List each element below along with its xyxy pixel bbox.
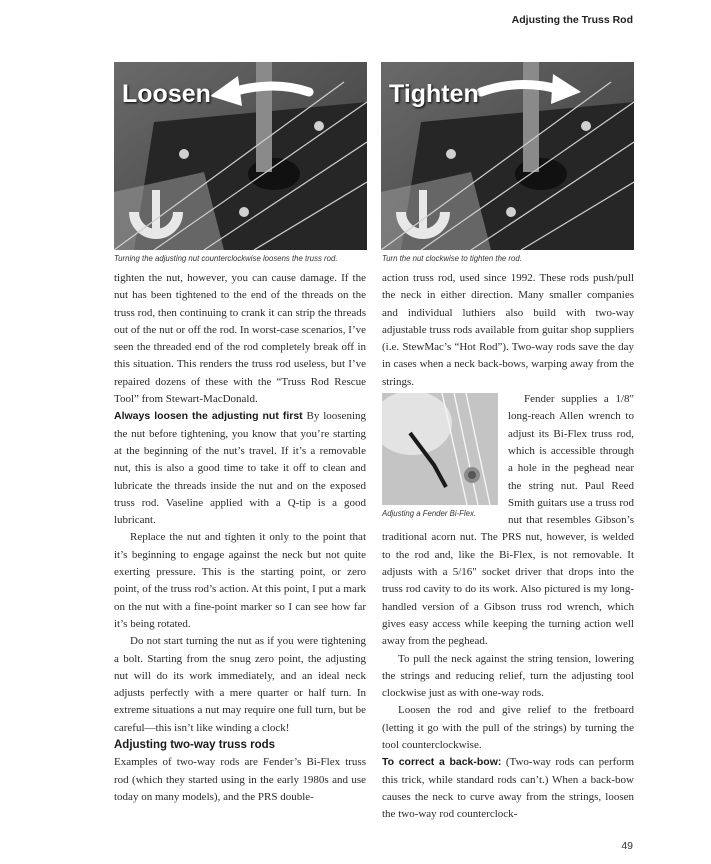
paragraph: tighten the nut, however, you can cause damage. If the nut has been tightened to the end of the threads on the truss rod, then continuing to crank it can strip the threads out of the nut or off the rod. In worst-case scenarios, I’ve seen the threaded end of the rod completely break off in this situation. This renders the truss rod useless, but I’ve repaired dozens of these with the “Truss Rod Rescue Tool” from Stewart-MacDonald. <box>114 272 366 406</box>
paragraph: Fender supplies a 1/8" long-reach Allen wrench to adjust its Bi-Flex truss rod, which is accessible through a hole in the peghead near the string nut. Paul Reed Smith guitars use a truss rod nut that resembles Gibson’s traditional acorn nut. The PRS nut, however, is welded to the rod and, like the Bi-Flex, is not removable. It adjusts with a 5/16" socket driver that drops into the truss rod cavity to do its work. Also pictured is my long-handled version of a Gibson truss rod wrench, which gives easy access while keeping the turning action well away from the peghead. <box>382 393 634 648</box>
paragraph <box>382 754 634 823</box>
loosen-label: Loosen <box>122 80 211 108</box>
paragraph: To pull the neck against the string tension, lowering the strings and reducing relief, turn the adjusting tool clockwise just as with one-way rods. <box>382 652 634 700</box>
paragraph-lead: Always loosen the adjusting nut first <box>114 410 303 423</box>
inset-caption: Adjusting a Fender Bi-Flex. <box>382 509 477 519</box>
right-column <box>382 270 634 824</box>
paragraph: Do not start turning the nut as if you were tightening a bolt. Starting from the snug zero point, the adjusting nut will do its work immediately, and an ideal neck adjusts perfectly with a mere quarter or half turn. In extreme situations a nut may require one full turn, but be careful—this isn’t like winding a clock! <box>114 635 366 734</box>
paragraph: Loosen the rod and give relief to the fretboard (letting it go with the pull of the strings) by turning the tool counterclockwise. <box>382 704 634 752</box>
tighten-label: Tighten <box>389 80 479 108</box>
tighten-photo <box>381 62 634 250</box>
paragraph-body: By loosening the nut before tightening, you know that you’re starting at the beginning of the nut’s travel. If it’s a removable nut, this is also a good time to take it off to clean and lubricate the threads inside the nut and on the exposed truss rod. Vaseline applied with a Q-tip is a good lubricant. <box>114 410 366 527</box>
running-head: Adjusting the Truss Rod <box>511 14 633 26</box>
paragraph: Replace the nut and tighten it only to the point that it’s beginning to engage against the neck but not quite exerting pressure. This is the starting point, or zero point, of the truss rod’s action. At this point, I put a mark on the nut with a fine-point marker so I can see how far it’s being rotated. <box>114 531 366 630</box>
paragraph: Examples of two-way rods are Fender’s Bi-Flex truss rod (which they started using in the early 1980s and use today on many models), and the PRS double- <box>114 756 366 803</box>
fender-biflex-illustration <box>382 393 498 505</box>
paragraph-lead: To correct a back-bow: <box>382 756 502 769</box>
page-number: 49 <box>621 840 633 852</box>
tighten-caption: Turn the nut clockwise to tighten the rod. <box>382 254 522 263</box>
loosen-caption: Turning the adjusting nut counterclockwise loosens the truss rod. <box>114 254 338 263</box>
loosen-photo <box>114 62 367 250</box>
section-heading: Adjusting two-way truss rods <box>114 739 276 752</box>
left-column <box>114 270 366 806</box>
paragraph <box>114 408 366 529</box>
paragraph: action truss rod, used since 1992. These rods push/pull the neck in either direction. Many smaller companies and individual luthiers also build with two-way adjustable truss rods available from guitar shop suppliers (i.e. StewMac’s “Hot Rod”). Two-way rods save the day in cases when a neck back-bows, warping away from the strings. <box>382 272 634 388</box>
paragraph-body: (Two-way rods can perform this trick, while standard rods can’t.) When a back-bow causes the neck to curve away from the strings, loosen the two-way rod counterclock- <box>382 756 634 821</box>
inset-figure <box>382 393 498 519</box>
fender-biflex-photo <box>382 393 498 505</box>
